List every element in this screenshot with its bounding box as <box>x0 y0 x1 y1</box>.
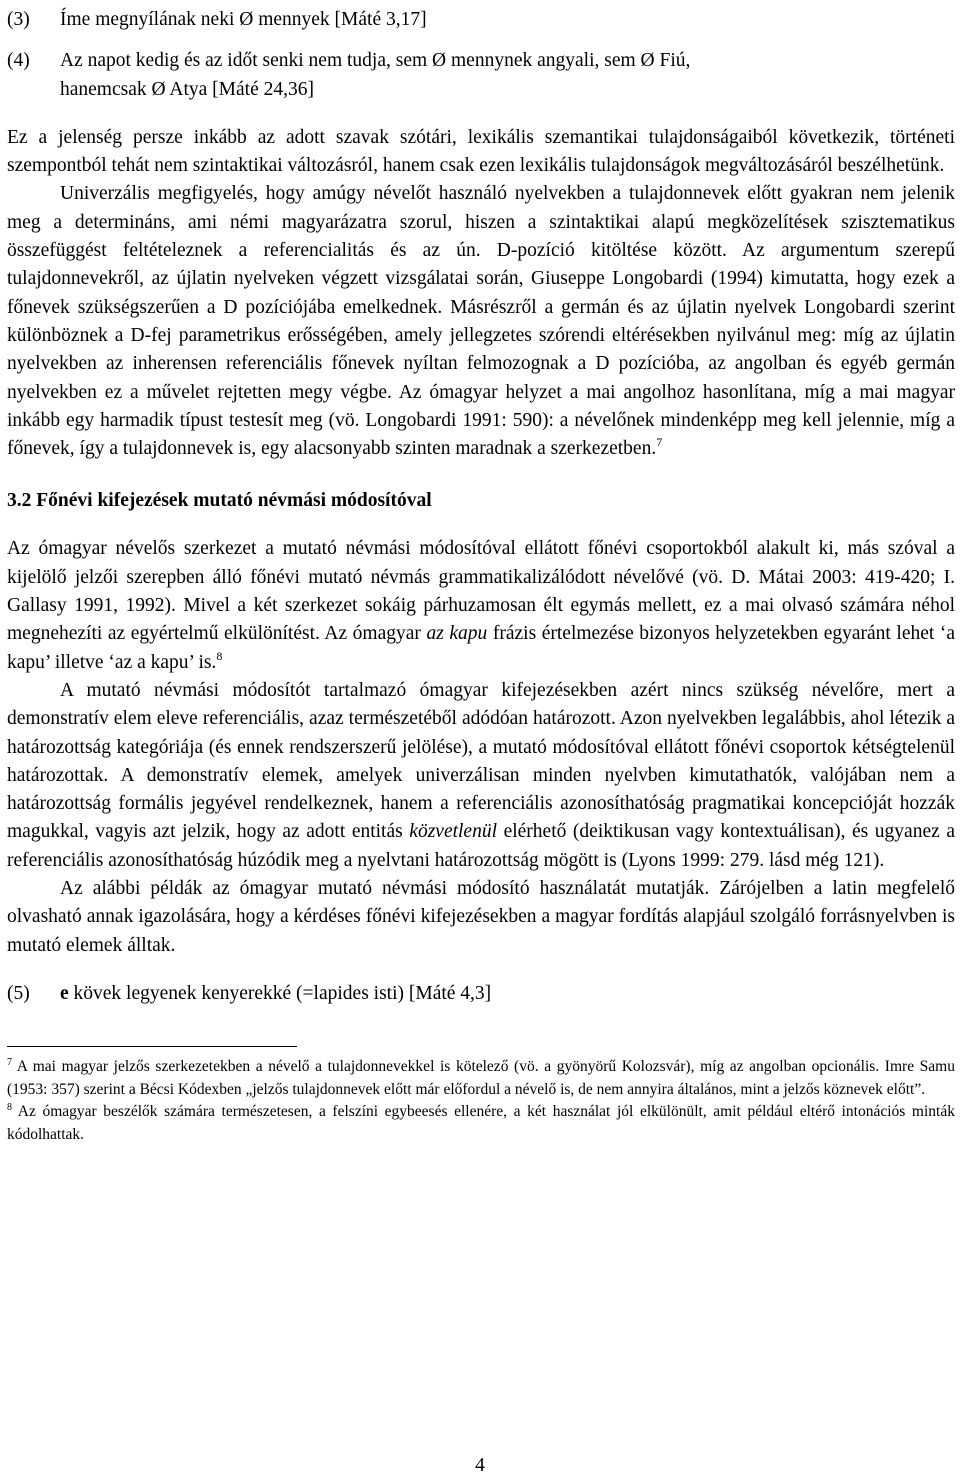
example-number: (5) <box>7 982 30 1004</box>
footnote-ref: 7 <box>656 435 663 450</box>
section-heading: 3.2 Főnévi kifejezések mutató névmási módosítóval <box>7 490 432 512</box>
footnote-text: Az ómagyar beszélők számára természetesen, a felszíni egybeesés ellenére, a két használat jól elkülönült, amit például eltérő intonációs minták kódolhattak. <box>7 1103 955 1143</box>
paragraph-3 <box>7 535 955 676</box>
paragraph-text: A mutató névmási módosítót tartalmazó ómagyar kifejezésekben azért nincs szükség névelőre, mert a demonstratív elem eleve referenciális, azaz természetéből adódóan határozott. Azon nyelvekben legalábbis, ahol létezik a határozottság kategóriája (és ennek rendszerszerű jelölése), a mutató módosítóval ellátott főnévi csoportok kétségtelenül határozottak. A demonstratív elemek, amelyek univerzálisan minden nyelvben kimutathatók, valójában nem a határozottság formális jegyével rendelkeznek, hanem a referenciális azonosíthatóság pragmatikai koncepcióját hozzák magukkal, vagyis azt jelzik, hogy az adott entitás <box>7 679 955 843</box>
italic-word: közvetlenül <box>409 821 498 843</box>
example-4 <box>7 47 955 104</box>
footnote-number: 8 <box>7 1102 12 1114</box>
paragraph-1: Ez a jelenség persze inkább az adott szavak szótári, lexikális szemantikai tulajdonságaiból következik, történeti szempontból tehát nem szintaktikai változásról, hanem csak ezen lexikális tulajdonságok megváltozásáról beszélhetünk. <box>7 126 955 177</box>
example-number: (3) <box>7 9 30 30</box>
example-line: hanemcsak Ø Atya [Máté 24,36] <box>60 78 314 100</box>
footnote-separator <box>7 1046 297 1047</box>
paragraph-5: Az alábbi példák az ómagyar mutató névmási módosító használatát mutatják. Zárójelben a latin megfelelő olvasható annak igazolására, hogy a kérdéses főnévi kifejezésekben a magyar fordítás alapjául szolgáló forrásnyelvben is mutató elemek álltak. <box>7 878 955 956</box>
example-text <box>60 980 955 1008</box>
example-text: Íme megnyílának neki Ø mennyek [Máté 3,17] <box>60 9 427 30</box>
paragraph-text: Az ómagyar névelős szerkezet a mutató névmási módosítóval ellátott főnévi csoportokból alakult ki, más szóval a kijelölő jelzői szerepben álló főnévi mutató névmás grammatikalizálódott névelővé (vö. D. Mátai 2003: 419-420; I. Gallasy 1991, 1992). Mivel a két szerkezet sokáig párhuzamosan élt egymás mellett, ez a mai olvasó számára néhol megnehezíti az egyértelmű elkülönítést. Az ómagyar <box>7 538 955 645</box>
footnote-ref: 8 <box>216 648 223 663</box>
paragraph-text: elérhető (deiktikusan vagy kontextuálisan), és ugyanez a referenciális azonosíthatóság húzódik meg a nyelvtani határozottság mögött is (Lyons 1999: 279. lásd még 121). <box>7 821 955 871</box>
paragraph-text: Univerzális megfigyelés, hogy amúgy névelőt használó nyelvekben a tulajdonnevek előtt gyakran nem jelenik meg a determináns, ami némi magyarázatra szorul, hiszen a szintaktikai alapú megközelítések szisztematikus összefüggést feltételeznek a referencialitás és az ún. D-pozíció kitöltése között. Az argumentum szerepű tulajdonnevekről, az újlatin nyelveken végzett vizsgálatai során, Giuseppe Longobardi (1994) kimutatta, hogy ezek a főnevek szükségszerűen a D pozíciójába emelkednek. Másrészről a germán és az újlatin nyelvek Longobardi szerint különböznek a D-fej parametrikus erősségében, amely jellegzetes szórendi eltérésekben nyilvánul meg: míg az újlatin nyelvekben az inherensen referenciális főnevek nyíltan felmozognak a D pozícióba, az angolban és egyéb germán nyelvekben ez a művelet rejtetten megy végbe. Az ómagyar helyzet a mai angolhoz hasonlítana, míg a mai magyar inkább egy harmadik típust testesít meg (vö. Longobardi 1991: 590): a névelőnek mindenképp meg kell jelennie, míg a főnevek, így a tulajdonnevek is, egy alacsonyabb szinten maradnak a szerkezetben. <box>7 183 955 460</box>
document-page <box>7 6 955 1146</box>
footnote-number: 7 <box>7 1057 12 1069</box>
example-5 <box>7 980 955 1008</box>
paragraph-text: frázis értelmezése bizonyos helyzetekben egyaránt lehet ‘a kapu’ illetve ‘az a kapu’ is. <box>7 623 956 673</box>
example-line: Az napot kedig és az időt senki nem tudja, sem Ø mennynek angyali, sem Ø Fiú, <box>60 50 691 72</box>
example-bold: e <box>60 982 69 1004</box>
example-number: (4) <box>7 50 30 72</box>
footnote-text: A mai magyar jelzős szerkezetekben a névelő a tulajdonnevekkel is kötelező (vö. a gyönyörű Kolozsvár), míg az angolban opcionális. Imre Samu (1953: 357) szerint a Bécsi Kódexben „jelzős tulajdonnevek előtt már előfordul a névelő is, de nem annyira általános, mint a jelzős köznevek előtt”. <box>7 1058 955 1098</box>
footnote-8 <box>7 1101 955 1146</box>
page-number: 4 <box>475 1455 485 1476</box>
paragraph-2 <box>7 180 955 463</box>
italic-phrase: az kapu <box>426 623 488 645</box>
example-3 <box>7 6 955 34</box>
paragraph-4 <box>7 677 955 875</box>
footnote-7 <box>7 1056 955 1101</box>
example-body: kövek legyenek kenyerekké (=lapides isti) [Máté 4,3] <box>73 982 492 1004</box>
example-text <box>60 47 955 104</box>
